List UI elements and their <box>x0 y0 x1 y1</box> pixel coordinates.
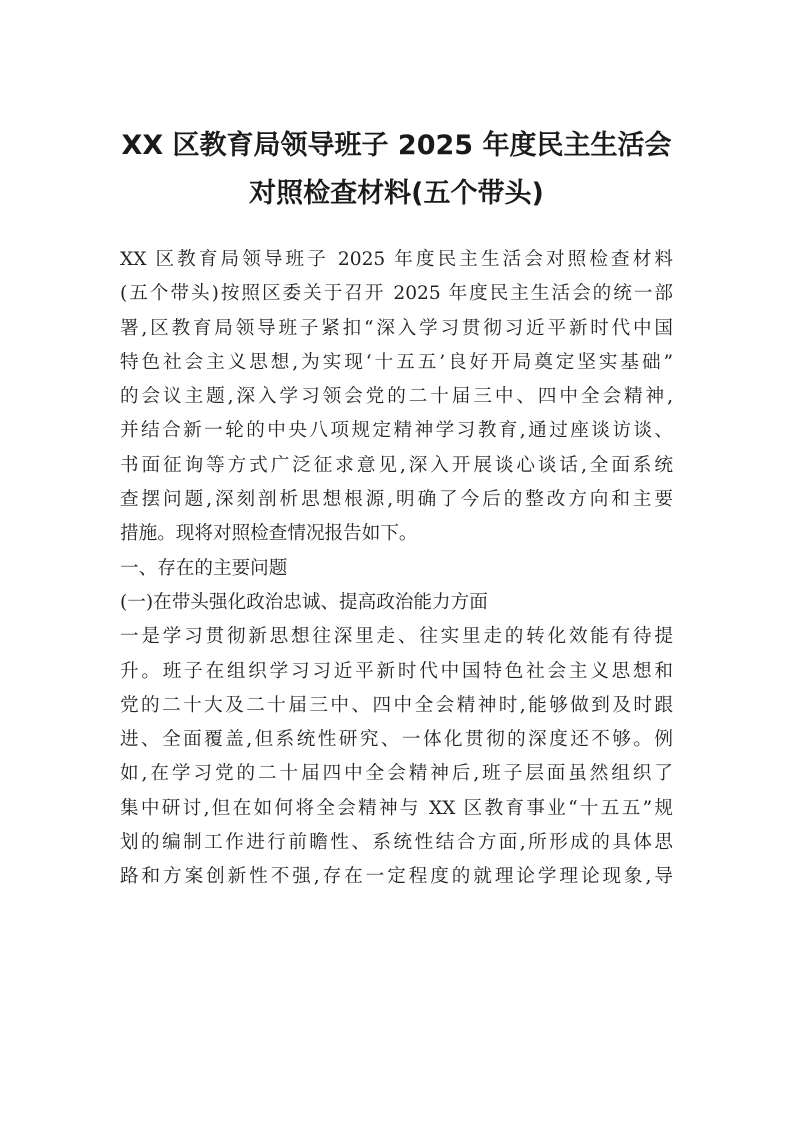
body-line: 特色社会主义思想,为实现‘十五五’良好开局奠定坚实基础” <box>120 351 673 373</box>
body-line: (五个带头)按照区委关于召开 2025 年度民主生活会的统一部 <box>120 283 673 305</box>
body-line: 一是学习贯彻新思想往深里走、往实里走的转化效能有待提 <box>120 626 673 648</box>
body-line: XX 区教育局领导班子 2025 年度民主生活会对照检查材料 <box>120 249 673 270</box>
body-line: 进、全面覆盖,但系统性研究、一体化贯彻的深度还不够。例 <box>120 729 673 751</box>
document-title-line-1: XX 区教育局领导班子 2025 年度民主生活会 <box>121 130 672 161</box>
body-line: 集中研讨,但在如何将全会精神与 XX 区教育事业“十五五”规 <box>120 797 673 819</box>
body-line: 并结合新一轮的中央八项规定精神学习教育,通过座谈访谈、 <box>120 420 673 442</box>
document-title-line-2: 对照检查材料(五个带头) <box>249 178 544 209</box>
body-line: 署,区教育局领导班子紧扣“深入学习贯彻习近平新时代中国 <box>120 317 673 339</box>
subsection-heading: (一)在带头强化政治忠诚、提高政治能力方面 <box>120 591 488 613</box>
body-line: 查摆问题,深刻剖析思想根源,明确了今后的整改方向和主要 <box>120 489 673 511</box>
body-line: 措施。现将对照检查情况报告如下。 <box>120 523 418 545</box>
body-line: 书面征询等方式广泛征求意见,深入开展谈心谈话,全面系统 <box>120 454 673 476</box>
body-line: 党的二十大及二十届三中、四中全会精神时,能够做到及时跟 <box>120 694 673 716</box>
body-line: 划的编制工作进行前瞻性、系统性结合方面,所形成的具体思 <box>120 832 673 854</box>
body-line: 如,在学习党的二十届四中全会精神后,班子层面虽然组织了 <box>120 763 673 785</box>
body-line: 路和方案创新性不强,存在一定程度的就理论学理论现象,导 <box>120 866 673 888</box>
body-line: 的会议主题,深入学习领会党的二十届三中、四中全会精神, <box>120 386 673 408</box>
document-body <box>120 243 673 895</box>
section-heading: 一、存在的主要问题 <box>120 557 288 579</box>
body-line: 升。班子在组织学习习近平新时代中国特色社会主义思想和 <box>120 660 673 682</box>
